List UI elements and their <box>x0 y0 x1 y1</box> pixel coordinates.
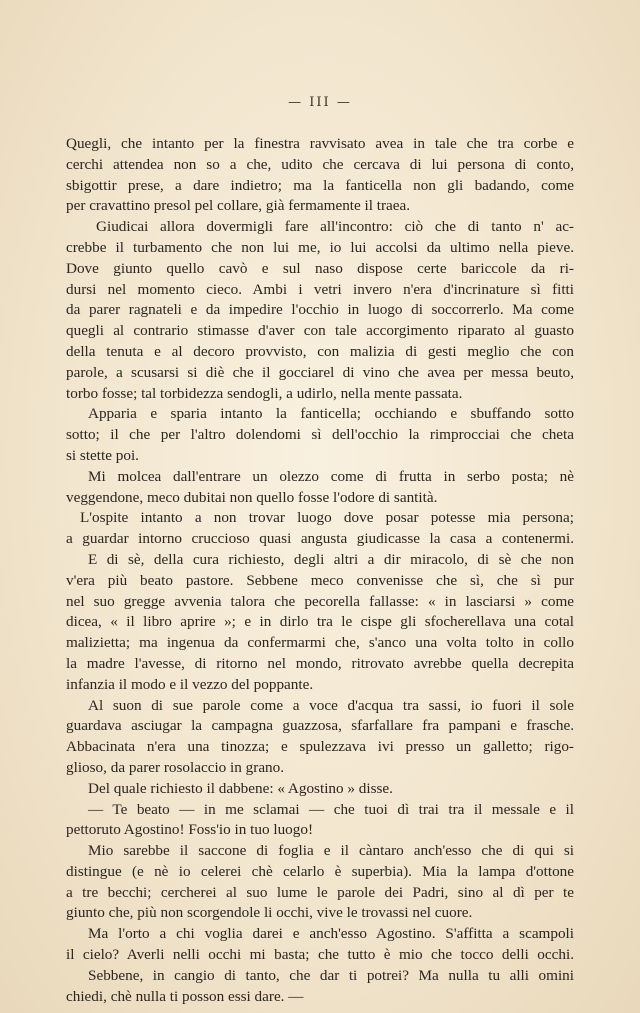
text-line: Appariа e spariа intanto la fanticella; occhiando e sbuffando sotto <box>88 405 574 423</box>
text-line: Abbacinata n'era una tinozza; e spulezzava ivi presso un galletto; rigo- <box>66 738 574 756</box>
text-line: Dove giunto quello cavò e sul naso dispose certe bariccole da ri- <box>66 259 574 277</box>
text-line: sotto; il che per l'altro dolendomi sì dell'occhio la rimprocciai che cheta <box>66 426 574 444</box>
text-line: Sebbene, in cangio di tanto, che dar ti potrei? Ma nulla tu alli omini <box>88 966 574 984</box>
text-line: il cielo? Averli nelli occhi mi basta; che tutto è mio che tocco delli occhi. <box>66 946 574 964</box>
body-text <box>66 134 574 1007</box>
text-line: cerchi attendea non so a che, udito che cercava di lui persona di conto, <box>66 155 574 173</box>
text-line: v'era più beato pastore. Sebbene meco convenisse che sì, che sì pur <box>66 571 574 589</box>
text-line: distingue (e nè io celerei chè celarlo è superbia). Mia la lampa d'ottone <box>66 862 574 880</box>
text-line: torbo fosse; tal torbidezza sendogli, a udirlo, nella mente passata. <box>66 384 463 402</box>
text-line: Giudicai allora dovermigli fare all'incontro: ciò che di tanto n' ac- <box>96 218 574 236</box>
text-line: pettoruto Agostino! Foss'io in tuo luogo! <box>66 821 314 839</box>
text-line: sbigottir prese, a dare indietro; ma la fanticella non gli badando, come <box>66 176 574 194</box>
text-line: glioso, da parer rosolaccio in grano. <box>66 758 285 776</box>
text-line: infanzia il modo e il vezzo del poppante. <box>66 675 314 693</box>
text-line: della tenuta e al decoro provvisto, con malizia di gesti meglio che con <box>66 342 574 360</box>
text-line: chiedi, chè nulla ti posson essi dare. — <box>66 987 304 1005</box>
text-line: crebbe il turbamento che non lui me, io lui accolsi da ultimo nella pieve. <box>66 238 574 256</box>
text-line: dursi nel momento cieco. Ambi i vetri invero n'era d'incrinature sì fitti <box>66 280 574 298</box>
text-line: per cravattino presol pel collare, già fermamente il traea. <box>66 197 411 215</box>
text-line: Del quale richiesto il dabbene: « Agostino » disse. <box>88 779 393 797</box>
text-line: parole, a scusarsi si diè che il gocciarel di vino che avea per messa beuto, <box>66 363 574 381</box>
text-line: E di sè, della cura richiesto, degli altri a dir miracolo, di sè che non <box>88 550 574 568</box>
text-line: Mio sarebbe il saccone di foglia e il càntaro anch'esso che di qui si <box>88 842 574 860</box>
page-number: — III — <box>288 95 352 110</box>
text-line: a guardar intorno cruccioso quasi angusta giudicasse la casa a contenermi. <box>66 530 574 548</box>
text-line: — Te beato — in me sclamai — che tuoi dì trai tra il messale e il <box>88 800 574 818</box>
text-line: si stette poi. <box>66 446 139 464</box>
text-line: Ma l'orto a chi voglia darei e anch'esso Agostino. S'affitta a scampoli <box>88 925 574 943</box>
text-line: veggendone, meco dubitai non quello fosse l'odore di santità. <box>66 488 438 506</box>
text-line: L'ospite intanto a non trovar luogo dove posar potesse mia persona; <box>80 509 574 527</box>
text-line: quegli al contrario stimasse d'aver con tale accorgimento riparato al guasto <box>66 322 574 340</box>
text-line: la madre l'avesse, di ritorno nel mondo, ritrovato avrebbe quella decrepita <box>66 654 574 672</box>
text-line: giunto che, più non scorgendole li occhi, vive le trovassi nel cuore. <box>66 904 473 922</box>
text-line: Al suon di sue parole come a voce d'acqua tra sassi, io fuori il sole <box>88 696 574 714</box>
text-line: malizietta; ma ingenua da confermarmi che, s'anco una volta tolto in collo <box>66 634 574 652</box>
text-line: guardava asciugar la campagna guazzosa, sfarfallare fra pampani e frasche. <box>66 717 574 735</box>
text-line: dicea, « il libro aprire »; e in dirlo tra le cispe gli sfocherellava una cotal <box>66 613 574 631</box>
text-line: Mi molcea dall'entrare un olezzo come di frutta in serbo posta; nè <box>88 467 574 485</box>
text-line: a tre becchi; cercherei al suo lume le parole dei Padri, sino al dì per te <box>66 883 574 901</box>
text-line: da parer ragnateli e da impedire l'occhio in luogo di soccorrerlo. Ma come <box>66 301 574 319</box>
text-line: nel suo gregge avvenia talora che pecorella fallasse: « in lasciarsi » come <box>66 592 574 610</box>
text-line: Quegli, che intanto per la finestra ravvisato avea in tale che tra corbe e <box>66 135 574 152</box>
